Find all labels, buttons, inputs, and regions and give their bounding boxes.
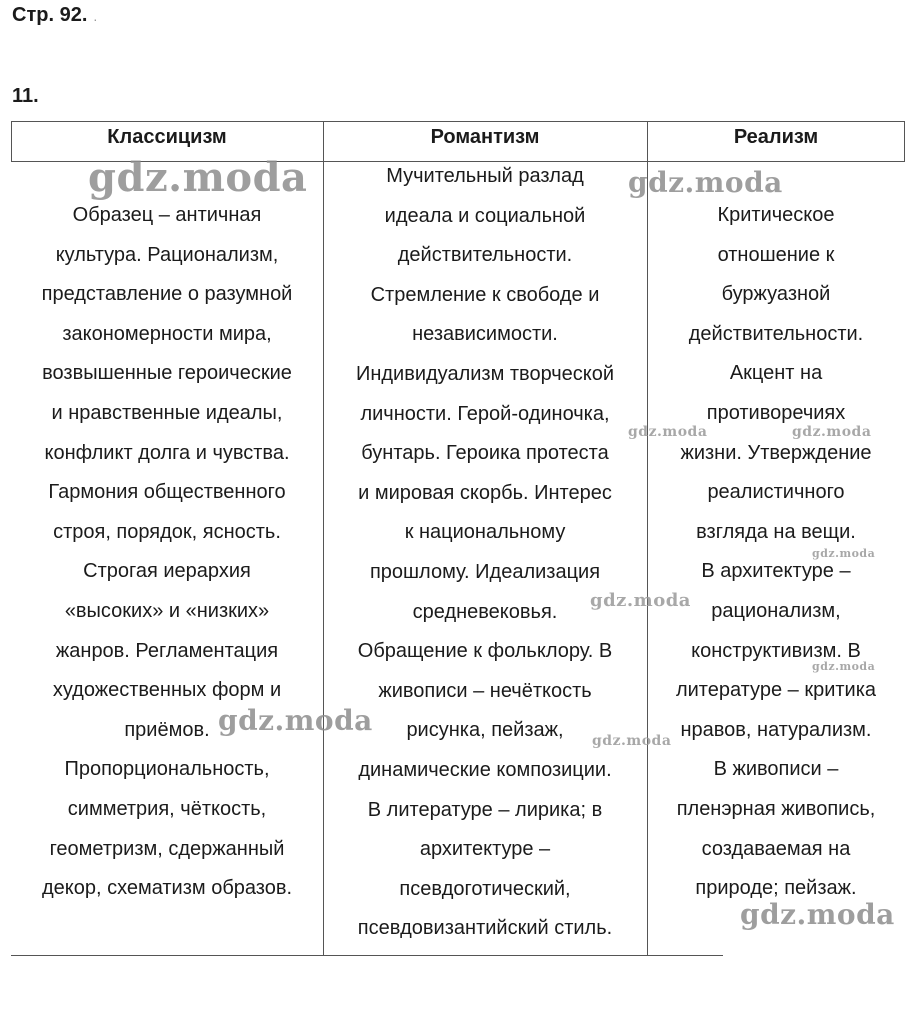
watermark: gdz.moda	[590, 590, 691, 611]
watermark: gdz.moda	[812, 660, 876, 673]
watermark: gdz.moda	[812, 547, 876, 560]
column-text-realism: Критическое отношение к буржуазной действительности. Акцент на противоречиях жизни. Утверждение реалистичного взгляда на вещи. В архитектуре – рационализм, конструктивизм. В литературе – критика нравов, натурализм. В живописи – пленэрная живопись, создаваемая на природе; пейзаж.	[675, 204, 877, 900]
table-bottom-border	[11, 955, 723, 956]
table-top-border	[11, 121, 905, 122]
comparison-table	[11, 121, 905, 956]
column-divider	[647, 121, 648, 956]
watermark: gdz.moda	[740, 898, 895, 931]
watermark: gdz.moda	[592, 733, 672, 749]
page-label: Стр. 92.	[12, 4, 88, 26]
column-text-classicism: Образец – античная культура. Рационализм, представление о разумной закономерности мира, возвышенные героические и нравственные идеалы, конфликт долга и чувства. Гармония общественного строя, порядок, ясность. Строгая иерархия «высоких» и «низких» жанров. Регламентация художественных форм и приёмов. Пропорциональность, симметрия, чёткость, геометризм, сдержанный декор, схематизм образов.	[41, 204, 293, 900]
trailing-mark: .	[93, 8, 98, 24]
task-number: 11.	[12, 85, 39, 107]
column-divider	[323, 121, 324, 956]
watermark: gdz.moda	[628, 166, 783, 199]
column-header-romanticism: Романтизм	[430, 126, 540, 148]
column-header-realism: Реализм	[733, 126, 819, 148]
watermark: gdz.moda	[628, 424, 708, 440]
column-header-classicism: Классицизм	[107, 126, 227, 148]
watermark: gdz.moda	[88, 154, 308, 201]
watermark: gdz.moda	[792, 424, 872, 440]
page-header	[12, 4, 97, 27]
watermark: gdz.moda	[218, 704, 373, 737]
column-text-romanticism: Мучительный разлад идеала и социальной действительности. Стремление к свободе и независимости. Индивидуализм творческой личности. Герой-одиночка, бунтарь. Героика протеста и мировая скорбь. Интерес к национальному прошлому. Идеализация средневековья. Обращение к фольклору. В живописи – нечёткость рисунка, пейзаж, динамические композиции. В литературе – лирика; в архитектуре – псевдоготический, псевдовизантийский стиль.	[355, 165, 615, 940]
